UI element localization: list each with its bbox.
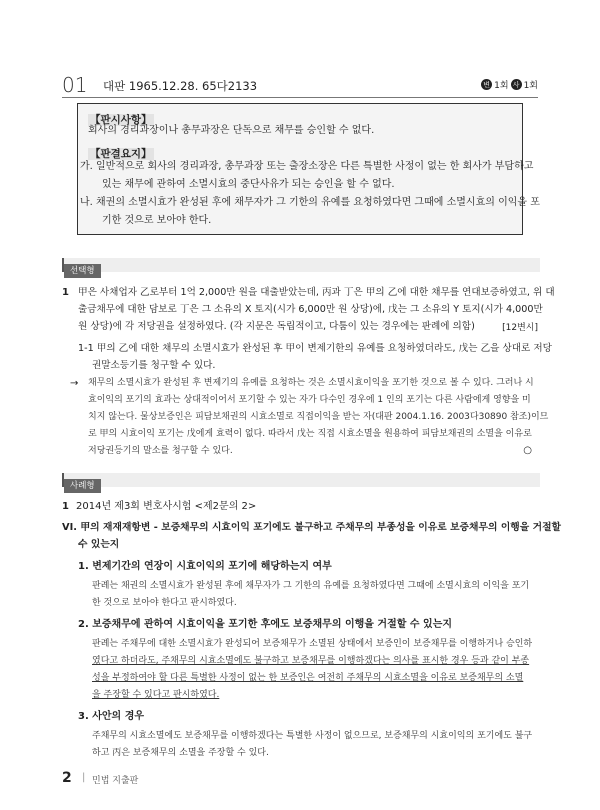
explanation-line-5: 저당권등기의 말소를 청구할 수 있다.: [88, 446, 233, 456]
case-s1-line-1: 판례는 채권의 소멸시효가 완성된 후에 채무자가 그 기한의 유예를 요청하였다면 그때에 소멸시효의 이익을 포기: [92, 581, 530, 591]
book-title: 민법 지출판: [92, 776, 139, 786]
case-s2-line-4: 을 주장할 수 있다고 판시하였다.: [92, 690, 220, 700]
choice-question-source: [12변시]: [502, 323, 538, 333]
section-tag-choice-label: 선택형: [64, 264, 101, 278]
case-s2-title: 2. 보증채무에 관하여 시효이익을 포기한 후에도 보증채무의 이행을 거절할 수 있는지: [78, 619, 453, 630]
section-tag-case: [62, 473, 540, 491]
case-title: 대판 1965.12.28. 65다2133: [103, 79, 258, 93]
choice-question-line-2: 출금채무에 대한 담보로 丁은 그 소유의 X 토지(시가 6,000만 원 상당)에, 戊는 그 소유의 Y 토지(시가 4,000만: [78, 304, 543, 315]
badge-1-text: 1회: [494, 81, 509, 91]
badge-2-icon: 사: [511, 79, 522, 90]
header-divider: [62, 97, 538, 98]
case-vi-line-1: VI. 甲의 재재재항변 - 보증채무의 시효이익 포기에도 불구하고 주채무의 부종성을 이유로 보증채무의 이행을 거절할: [62, 522, 562, 533]
case-question-title: 2014년 제3회 변호사시험 <제2문의 2>: [76, 501, 257, 512]
explanation-arrow-icon: →: [70, 378, 79, 389]
ruling-summary-box: [77, 103, 540, 235]
section-tag-choice: [62, 258, 540, 276]
case-number: 01: [62, 73, 88, 97]
case-s2-line-1: 판례는 주채무에 대한 소멸시효가 완성되어 보증채무가 소멸된 상태에서 보증인이 보증채무를 이행하거나 승인하: [92, 639, 533, 649]
case-s3-line-2: 하고 丙은 보증채무의 소멸을 주장할 수 있다.: [92, 748, 269, 758]
case-s2-line-3: 성을 부정하여야 할 다른 특별한 사정이 없는 한 보증인은 여전히 주채무의 시효소멸을 이유로 보증채무의 소멸: [92, 673, 524, 683]
page-number: 2: [62, 770, 72, 786]
choice-subquestion-line-1: 1-1 甲의 乙에 대한 채무의 소멸시효가 완성된 후 甲이 변제기한의 유예를 요청하였더라도, 戊는 乙을 상대로 저당: [78, 343, 552, 354]
facts-label: 【판시사항】: [90, 114, 152, 126]
choice-question-number: 1: [62, 287, 69, 298]
footer-separator: |: [82, 772, 86, 783]
case-vi-line-2: 수 있는지: [78, 539, 120, 550]
case-s1-title: 1. 변제기간의 연장이 시효이익의 포기에 해당하는지 여부: [78, 561, 332, 572]
case-s3-line-1: 주채무의 시효소멸에도 보증채무를 이행하겠다는 특별한 사정이 없으므로, 보증채무의 시효이익의 포기에도 불구: [92, 731, 533, 741]
gist-na-line-1: 나. 채권의 소멸시효가 완성된 후에 채무자가 그 기한의 유예를 요청하였다면 그때에 소멸시효의 이익을 포: [80, 197, 540, 208]
gist-ga-line-2: 있는 채무에 관하여 소멸시효의 중단사유가 되는 승인을 할 수 없다.: [102, 179, 395, 190]
choice-subquestion-line-2: 권말소등기를 청구할 수 있다.: [92, 360, 216, 371]
case-s2-line-2: 였다고 하더라도, 주채무의 시효소멸에도 불구하고 보증채무를 이행하겠다는 의사를 표시한 경우 등과 같이 부종: [92, 656, 530, 666]
exam-badges: [481, 78, 538, 91]
choice-question-line-3: 원 상당)에 각 저당권을 설정하였다. (각 지문은 독립적이고, 다툼이 있는 경우에는 판례에 의함): [78, 321, 475, 332]
choice-question-line-1: 甲은 사채업자 乙로부터 1억 2,000만 원을 대출받았는데, 丙과 丁은 甲의 乙에 대한 채무를 연대보증하였고, 위 대: [78, 287, 555, 298]
explanation-line-2: 효이익의 포기의 효과는 상대적이어서 포기할 수 있는 자가 다수인 경우에 1 인의 포기는 다른 사람에게 영향을 미: [88, 395, 531, 405]
answer-mark: ○: [523, 445, 532, 456]
case-s3-title: 3. 사안의 경우: [78, 711, 145, 722]
gist-ga-line-1: 가. 일반적으로 회사의 경리과장, 총무과장 또는 출장소장은 다른 특별한 사정이 없는 한 회사가 부담하고: [80, 161, 534, 172]
badge-2-text: 1회: [523, 81, 538, 91]
case-question-number: 1: [62, 501, 69, 512]
explanation-line-3: 치지 않는다. 물상보증인은 피담보채권의 시효소멸로 직접이익을 받는 자(대판 2004.1.16. 2003다30890 참조)이므: [88, 412, 549, 422]
explanation-line-4: 로 甲의 시효이익 포기는 戊에게 효력이 없다. 따라서 戊는 직접 시효소멸을 원용하여 피담보채권의 소멸을 이유로: [88, 429, 532, 439]
gist-label: 【판결요지】: [90, 148, 152, 160]
facts-text: 회사의 경리과장이나 총무과장은 단독으로 채무를 승인할 수 없다.: [88, 125, 375, 136]
case-s1-line-2: 한 것으로 보아야 한다고 판시하였다.: [92, 598, 237, 608]
gist-na-line-2: 기한 것으로 보아야 한다.: [102, 215, 212, 226]
explanation-line-1: 채무의 소멸시효가 완성된 후 변제기의 유예를 요청하는 것은 소멸시효이익을 포기한 것으로 볼 수 있다. 그러나 시: [88, 378, 534, 388]
section-tag-case-label: 사례형: [64, 479, 101, 493]
badge-1-icon: 변: [481, 79, 492, 90]
